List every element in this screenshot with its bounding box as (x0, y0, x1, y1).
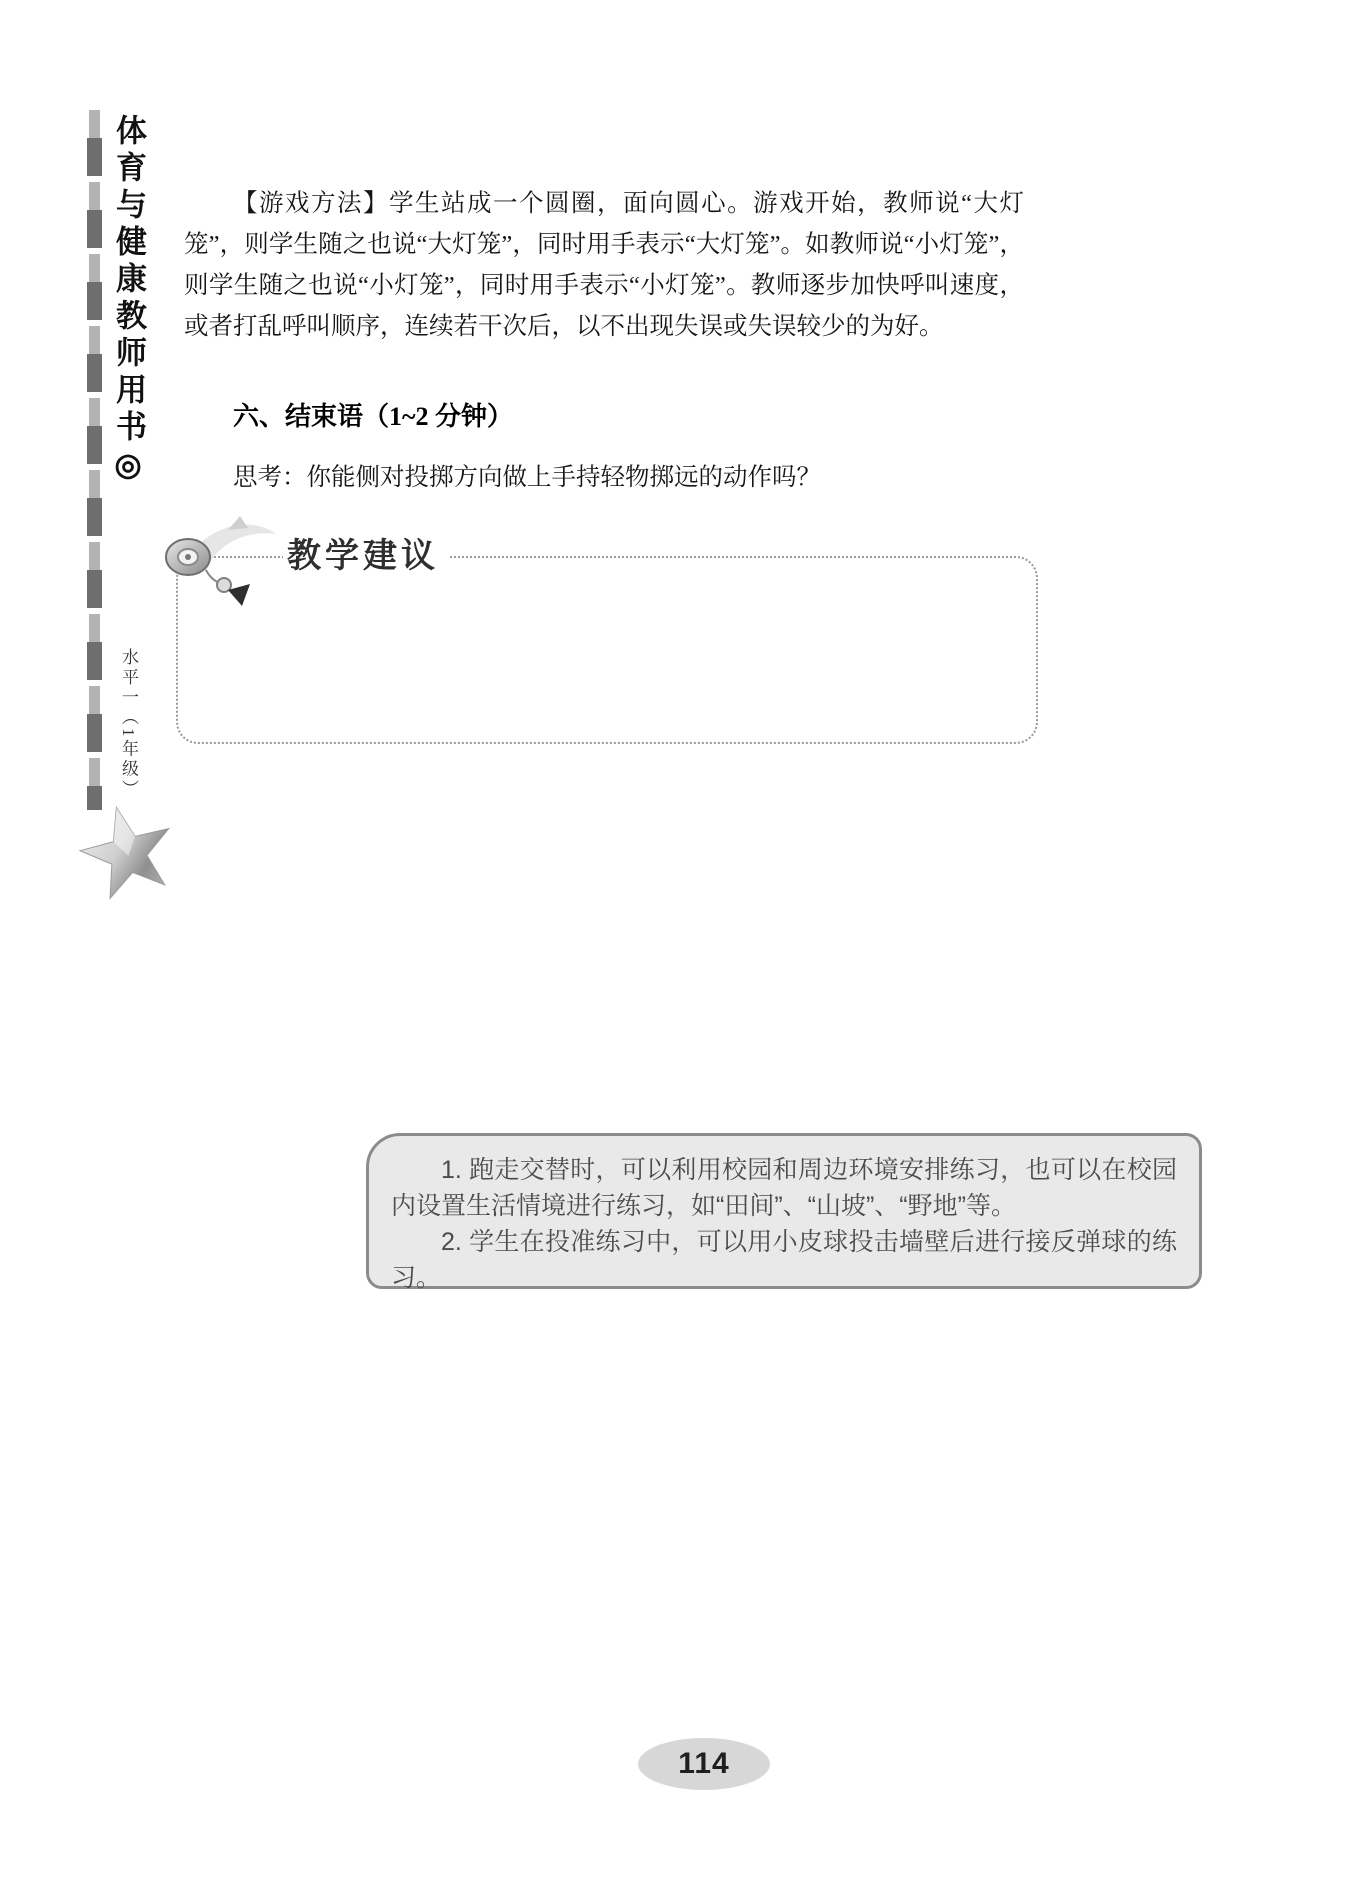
page-number-badge (638, 1738, 770, 1790)
game-method-paragraph: 【游戏方法】学生站成一个圆圈，面向圆心。游戏开始，教师说“大灯笼”，则学生随之也说“大灯笼”，同时用手表示“大灯笼”。如教师说“小灯笼”，则学生随之也说“小灯笼”，同时用手表示“小灯笼”。教师逐步加快呼叫速度，或者打乱呼叫顺序，连续若干次后，以不出现失误或失误较少的为好。 (184, 189, 1024, 340)
section-heading: 六、结束语（1~2 分钟） (233, 402, 514, 431)
level-label-vertical: 水平一（1年级） (119, 648, 138, 800)
teaching-suggestion-content (366, 1133, 1202, 1292)
book-title-vertical (106, 114, 151, 674)
suggestion-item: 1. 跑走交替时，可以利用校园和周边环境安排练习，也可以在校园内设置生活情境进行练习，如“田间”、“山坡”、“野地”等。 (391, 1156, 1177, 1220)
book-title-text: 体育与健康教师用书 (111, 114, 146, 447)
suggestion-box-title: 教学建议 (283, 528, 449, 577)
volume-mark: ◎ (111, 447, 146, 489)
sidebar-stripe-light (89, 110, 100, 810)
star-icon (78, 804, 178, 904)
scroll-ribbon-icon (158, 512, 288, 622)
suggestion-item: 2. 学生在投准练习中，可以用小皮球投击墙壁后进行接反弹球的练习。 (391, 1228, 1177, 1292)
page-number: 114 (678, 1747, 730, 1780)
teaching-suggestion-box (176, 556, 1177, 1292)
reflection-question: 思考：你能侧对投掷方向做上手持轻物掷远的动作吗？ (233, 464, 821, 491)
